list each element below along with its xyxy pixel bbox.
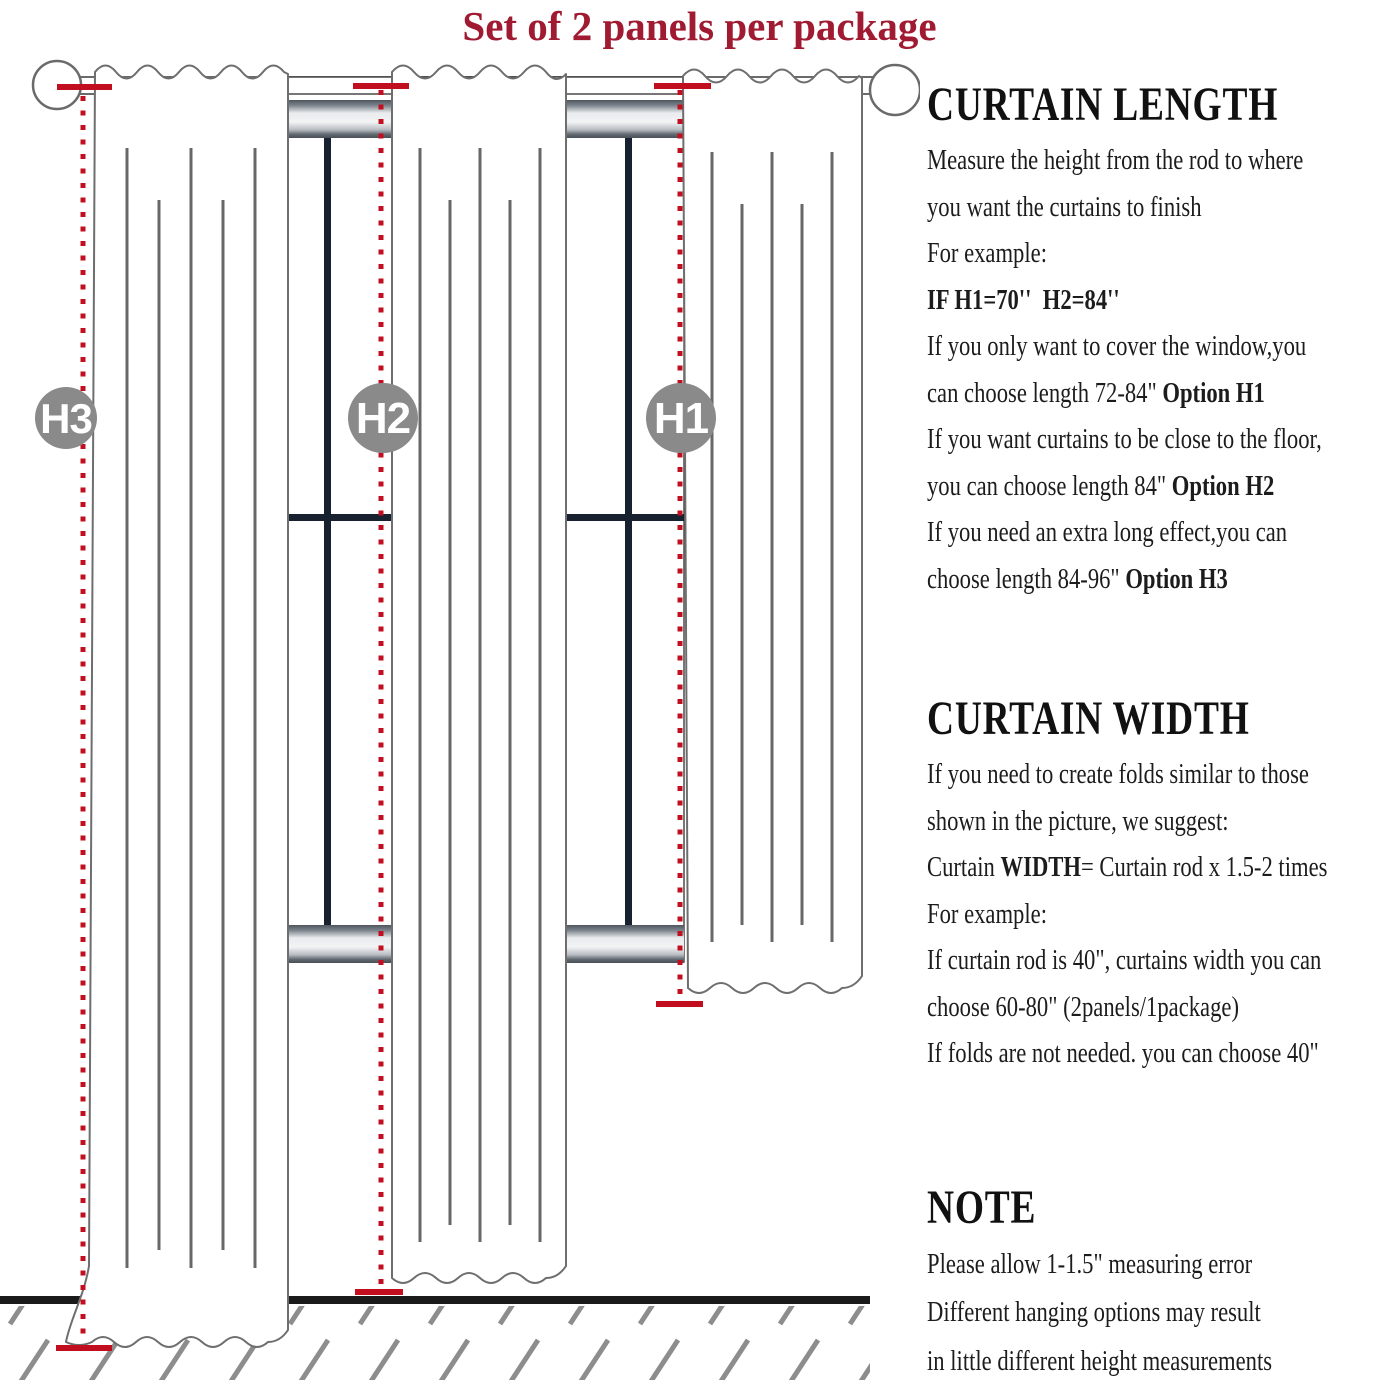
text-line — [927, 323, 1398, 370]
line-text: can choose length 72-84" — [927, 376, 1163, 409]
line-text: choose length 84-96" — [927, 562, 1126, 595]
line-text: Please allow 1-1.5" measuring error — [927, 1247, 1253, 1280]
badge-label-h2: H2 — [355, 394, 411, 443]
text-line — [927, 1288, 1398, 1337]
line-text: For example: — [927, 237, 1047, 269]
text-line — [927, 891, 1398, 938]
line-text: = Curtain rod x 1.5-2 times — [1080, 851, 1328, 883]
line-bold-text: Option H3 — [1125, 562, 1228, 595]
curtain-panel-h2 — [392, 66, 566, 1284]
section-heading: CURTAIN LENGTH — [927, 78, 1279, 131]
text-line — [927, 984, 1398, 1031]
section-heading: CURTAIN WIDTH — [927, 692, 1250, 745]
text-line — [927, 751, 1398, 798]
curtain-panel-h1 — [683, 70, 862, 994]
line-text: If you only want to cover the window,you — [927, 330, 1307, 362]
line-text: you can choose length 84" — [927, 469, 1172, 502]
line-text: If folds are not needed. you can choose 40" — [927, 1037, 1319, 1069]
line-bold-text: Option H2 — [1171, 469, 1275, 502]
section-curtain-width — [927, 692, 1398, 1077]
text-line — [927, 463, 1398, 510]
line-text: If you need to create folds similar to those — [927, 758, 1309, 790]
line-bold-text: WIDTH — [1000, 851, 1081, 883]
text-line — [927, 370, 1398, 417]
section-body — [927, 1240, 1398, 1382]
line-text: shown in the picture, we suggest: — [927, 804, 1229, 837]
section-heading: NOTE — [927, 1180, 1037, 1234]
badge-label-h3: H3 — [40, 395, 92, 442]
line-text: Different hanging options may result — [927, 1296, 1261, 1328]
page-title: Set of 2 panels per package — [462, 3, 937, 49]
measure-badge-h1 — [646, 383, 716, 453]
text-line — [927, 184, 1398, 231]
text-line — [927, 937, 1398, 984]
line-text: If curtain rod is 40", curtains width you can — [927, 944, 1322, 976]
line-text: If you need an extra long effect,you can — [927, 516, 1288, 548]
text-line — [927, 844, 1398, 891]
line-text: If you want curtains to be close to the floor, — [927, 423, 1322, 455]
line-text: For example: — [927, 897, 1047, 930]
text-line — [927, 509, 1398, 556]
line-text: in little different height measurements — [927, 1344, 1273, 1377]
section-body — [927, 751, 1398, 1077]
line-bold-text: IF H1=70'' H2=84'' — [927, 283, 1120, 316]
line-text: Curtain — [927, 851, 1001, 883]
section-body — [927, 137, 1398, 602]
text-line — [927, 277, 1398, 324]
line-text: Measure the height from the rod to where — [927, 144, 1304, 176]
measure-badge-h3 — [35, 387, 97, 449]
text-line — [927, 1240, 1398, 1289]
text-line — [927, 556, 1398, 603]
rod-finial-right — [870, 65, 920, 115]
section-curtain-length — [927, 78, 1398, 602]
instructions-column — [927, 78, 1398, 1382]
text-line — [927, 416, 1398, 463]
badge-label-h1: H1 — [653, 394, 709, 443]
text-line — [927, 137, 1398, 184]
text-line — [927, 1337, 1398, 1382]
line-bold-text: Option H1 — [1162, 376, 1265, 409]
text-line — [927, 1030, 1398, 1077]
line-text: choose 60-80" (2panels/1package) — [927, 990, 1239, 1023]
line-text: you want the curtains to finish — [927, 190, 1202, 223]
curtain-panel-h3 — [66, 66, 288, 1348]
text-line — [927, 798, 1398, 845]
measure-badge-h2 — [348, 383, 418, 453]
text-line — [927, 230, 1398, 277]
section-note — [927, 1181, 1398, 1382]
